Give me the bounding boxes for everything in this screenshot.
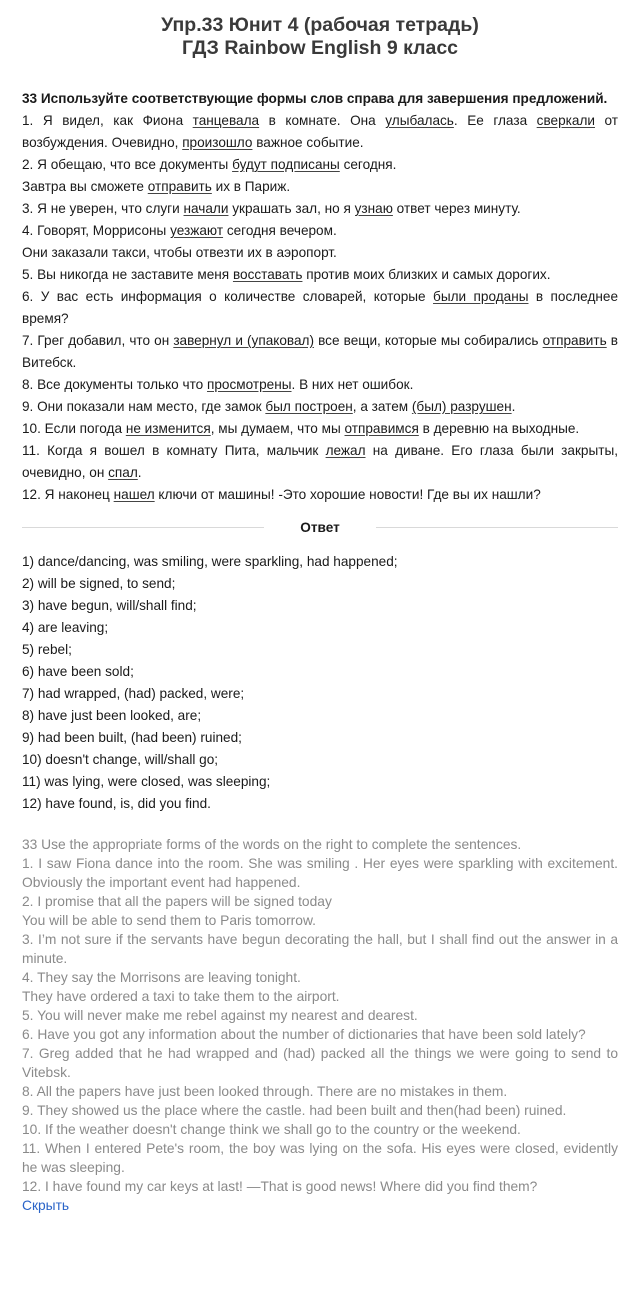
text: на диване. Его глаза были закрыты, очевидно, он (22, 443, 619, 480)
page-title-line-2: ГДЗ Rainbow English 9 класс (181, 37, 459, 59)
english-line: 7. Greg added that he had wrapped and (had) packed all the things we were going to send to Vitebsk. (22, 1046, 618, 1080)
english-line: 12. I have found my car keys at last! —That is good news! Where did you find them? (22, 1179, 538, 1194)
task-sentence-12 (22, 484, 618, 506)
text: . (511, 399, 516, 414)
task-sentence-11 (22, 440, 618, 484)
underlined-word: отправить (147, 179, 212, 194)
text: 10. Если погода (22, 421, 126, 436)
text: в последнее время? (22, 289, 619, 326)
text: важное событие. (252, 135, 364, 150)
english-line: They have ordered a taxi to take them to the airport. (22, 989, 340, 1004)
underlined-word: отправить (542, 333, 607, 348)
english-line: 3. I’m not sure if the servants have begun decorating the hall, but I shall find out the answer in a minute. (22, 932, 618, 966)
text: в деревню на выходные. (418, 421, 580, 436)
text: в Витебск. (22, 333, 619, 370)
underlined-word: улыбалась (385, 113, 454, 128)
underlined-word: спал (108, 465, 138, 480)
english-line: 4. They say the Morrisons are leaving tonight. (22, 970, 301, 985)
answer-item: 5) rebel; (22, 642, 72, 657)
text: Завтра вы сможете (22, 179, 148, 194)
task-sentence-2b (22, 176, 618, 198)
english-line: 6. Have you got any information about the number of dictionaries that have been sold lately? (22, 1027, 586, 1042)
text: . (137, 465, 142, 480)
english-line: 9. They showed us the place where the castle. had been built and then(had been) ruined. (22, 1103, 567, 1118)
answer-item: 6) have been sold; (22, 664, 134, 679)
underlined-word: завернул и (упаковал) (173, 333, 315, 348)
task-sentence-1 (22, 110, 618, 154)
task-sentence-7 (22, 330, 618, 374)
answer-item: 8) have just been looked, are; (22, 708, 202, 723)
task-sentence-9 (22, 396, 618, 418)
task-sentence-10 (22, 418, 618, 440)
answer-label: Ответ (300, 520, 340, 535)
text: 9. Они показали нам место, где замок (22, 399, 266, 414)
text: , мы думаем, что мы (210, 421, 345, 436)
text: украшать зал, но я (228, 201, 355, 216)
task-sentence-3 (22, 198, 618, 220)
underlined-word: не изменится (125, 421, 211, 436)
underlined-word: отправимся (344, 421, 419, 436)
english-line: 1. I saw Fiona dance into the room. She was smiling . Her eyes were sparkling with excitement. Obviously the important event had happened. (22, 856, 618, 890)
task-block (22, 88, 618, 506)
text: ключи от машины! -Это хорошие новости! Где вы их нашли? (154, 487, 541, 502)
task-sentence-2 (22, 154, 618, 176)
text: 12. Я наконец (22, 487, 114, 502)
page-title-line-1: Упр.33 Юнит 4 (рабочая тетрадь) (161, 14, 479, 36)
underlined-word: будут подписаны (232, 157, 340, 172)
text: 3. Я не уверен, что слуги (22, 201, 184, 216)
answer-item: 1) dance/dancing, was smiling, were sparkling, had happened; (22, 554, 398, 569)
english-line: 5. You will never make me rebel against my nearest and dearest. (22, 1008, 418, 1023)
english-line: 33 Use the appropriate forms of the words on the right to complete the sentences. (22, 837, 522, 852)
text: сегодня вечером. (223, 223, 337, 238)
underlined-word: нашел (113, 487, 155, 502)
text: 6. У вас есть информация о количестве словарей, которые (22, 289, 434, 304)
divider-line-right (376, 527, 618, 528)
task-sentence-4b (22, 242, 618, 264)
answer-item: 12) have found, is, did you find. (22, 796, 211, 811)
text: от возбуждения. Очевидно, (22, 113, 619, 150)
underlined-word: были проданы (433, 289, 529, 304)
text: все вещи, которые мы собирались (314, 333, 543, 348)
task-sentence-8 (22, 374, 618, 396)
underlined-word: сверкали (536, 113, 595, 128)
english-line: 8. All the papers have just been looked through. There are no mistakes in them. (22, 1084, 508, 1099)
divider-line-left (22, 527, 264, 528)
answers-list (22, 551, 618, 815)
task-sentence-4 (22, 220, 618, 242)
underlined-word: восставать (232, 267, 303, 282)
english-line: 10. If the weather doesn't change think we shall go to the country or the weekend. (22, 1122, 521, 1137)
text: в комнате. Она (259, 113, 386, 128)
underlined-word: произошло (182, 135, 253, 150)
text: 2. Я обещаю, что все документы (22, 157, 233, 172)
underlined-word: танцевала (192, 113, 260, 128)
text: 7. Грег добавил, что он (22, 333, 174, 348)
answer-divider (22, 520, 618, 535)
underlined-word: лежал (325, 443, 366, 458)
underlined-word: (был) разрушен (411, 399, 512, 414)
english-line: 11. When I entered Pete's room, the boy was lying on the sofa. His eyes were closed, evidently he was sleeping. (22, 1141, 618, 1175)
text: ответ через минуту. (392, 201, 521, 216)
task-sentence-6 (22, 286, 618, 330)
text: . Ее глаза (453, 113, 537, 128)
text: сегодня. (339, 157, 397, 172)
answer-item: 7) had wrapped, (had) packed, were; (22, 686, 245, 701)
text: их в Париж. (211, 179, 291, 194)
underlined-word: уезжают (170, 223, 224, 238)
text: 4. Говорят, Моррисоны (22, 223, 171, 238)
text: . В них нет ошибок. (291, 377, 414, 392)
text: 1. Я видел, как Фиона (22, 113, 193, 128)
answer-item: 2) will be signed, to send; (22, 576, 176, 591)
text: 11. Когда я вошел в комнату Пита, мальчик (22, 443, 326, 458)
task-heading: 33 Используйте соответствующие формы слов справа для завершения предложений. (22, 91, 608, 106)
text: 5. Вы никогда не заставите меня (22, 267, 233, 282)
english-translation (22, 835, 618, 1196)
text: 8. Все документы только что (22, 377, 208, 392)
hide-link[interactable]: Скрыть (22, 1198, 70, 1213)
text: Они заказали такси, чтобы отвезти их в аэропорт. (22, 245, 337, 260)
text: против моих близких и самых дорогих. (302, 267, 551, 282)
english-line: 2. I promise that all the papers will be signed today (22, 894, 332, 909)
answer-item: 3) have begun, will/shall find; (22, 598, 197, 613)
answer-item: 4) are leaving; (22, 620, 109, 635)
text: , а затем (352, 399, 412, 414)
answer-item: 10) doesn't change, will/shall go; (22, 752, 219, 767)
page-title (22, 14, 618, 60)
underlined-word: был построен (265, 399, 353, 414)
english-line: You will be able to send them to Paris tomorrow. (22, 913, 316, 928)
answer-item: 9) had been built, (had been) ruined; (22, 730, 242, 745)
underlined-word: просмотрены (207, 377, 292, 392)
answer-item: 11) was lying, were closed, was sleeping; (22, 774, 271, 789)
task-sentence-5 (22, 264, 618, 286)
underlined-word: начали (183, 201, 229, 216)
underlined-word: узнаю (354, 201, 393, 216)
